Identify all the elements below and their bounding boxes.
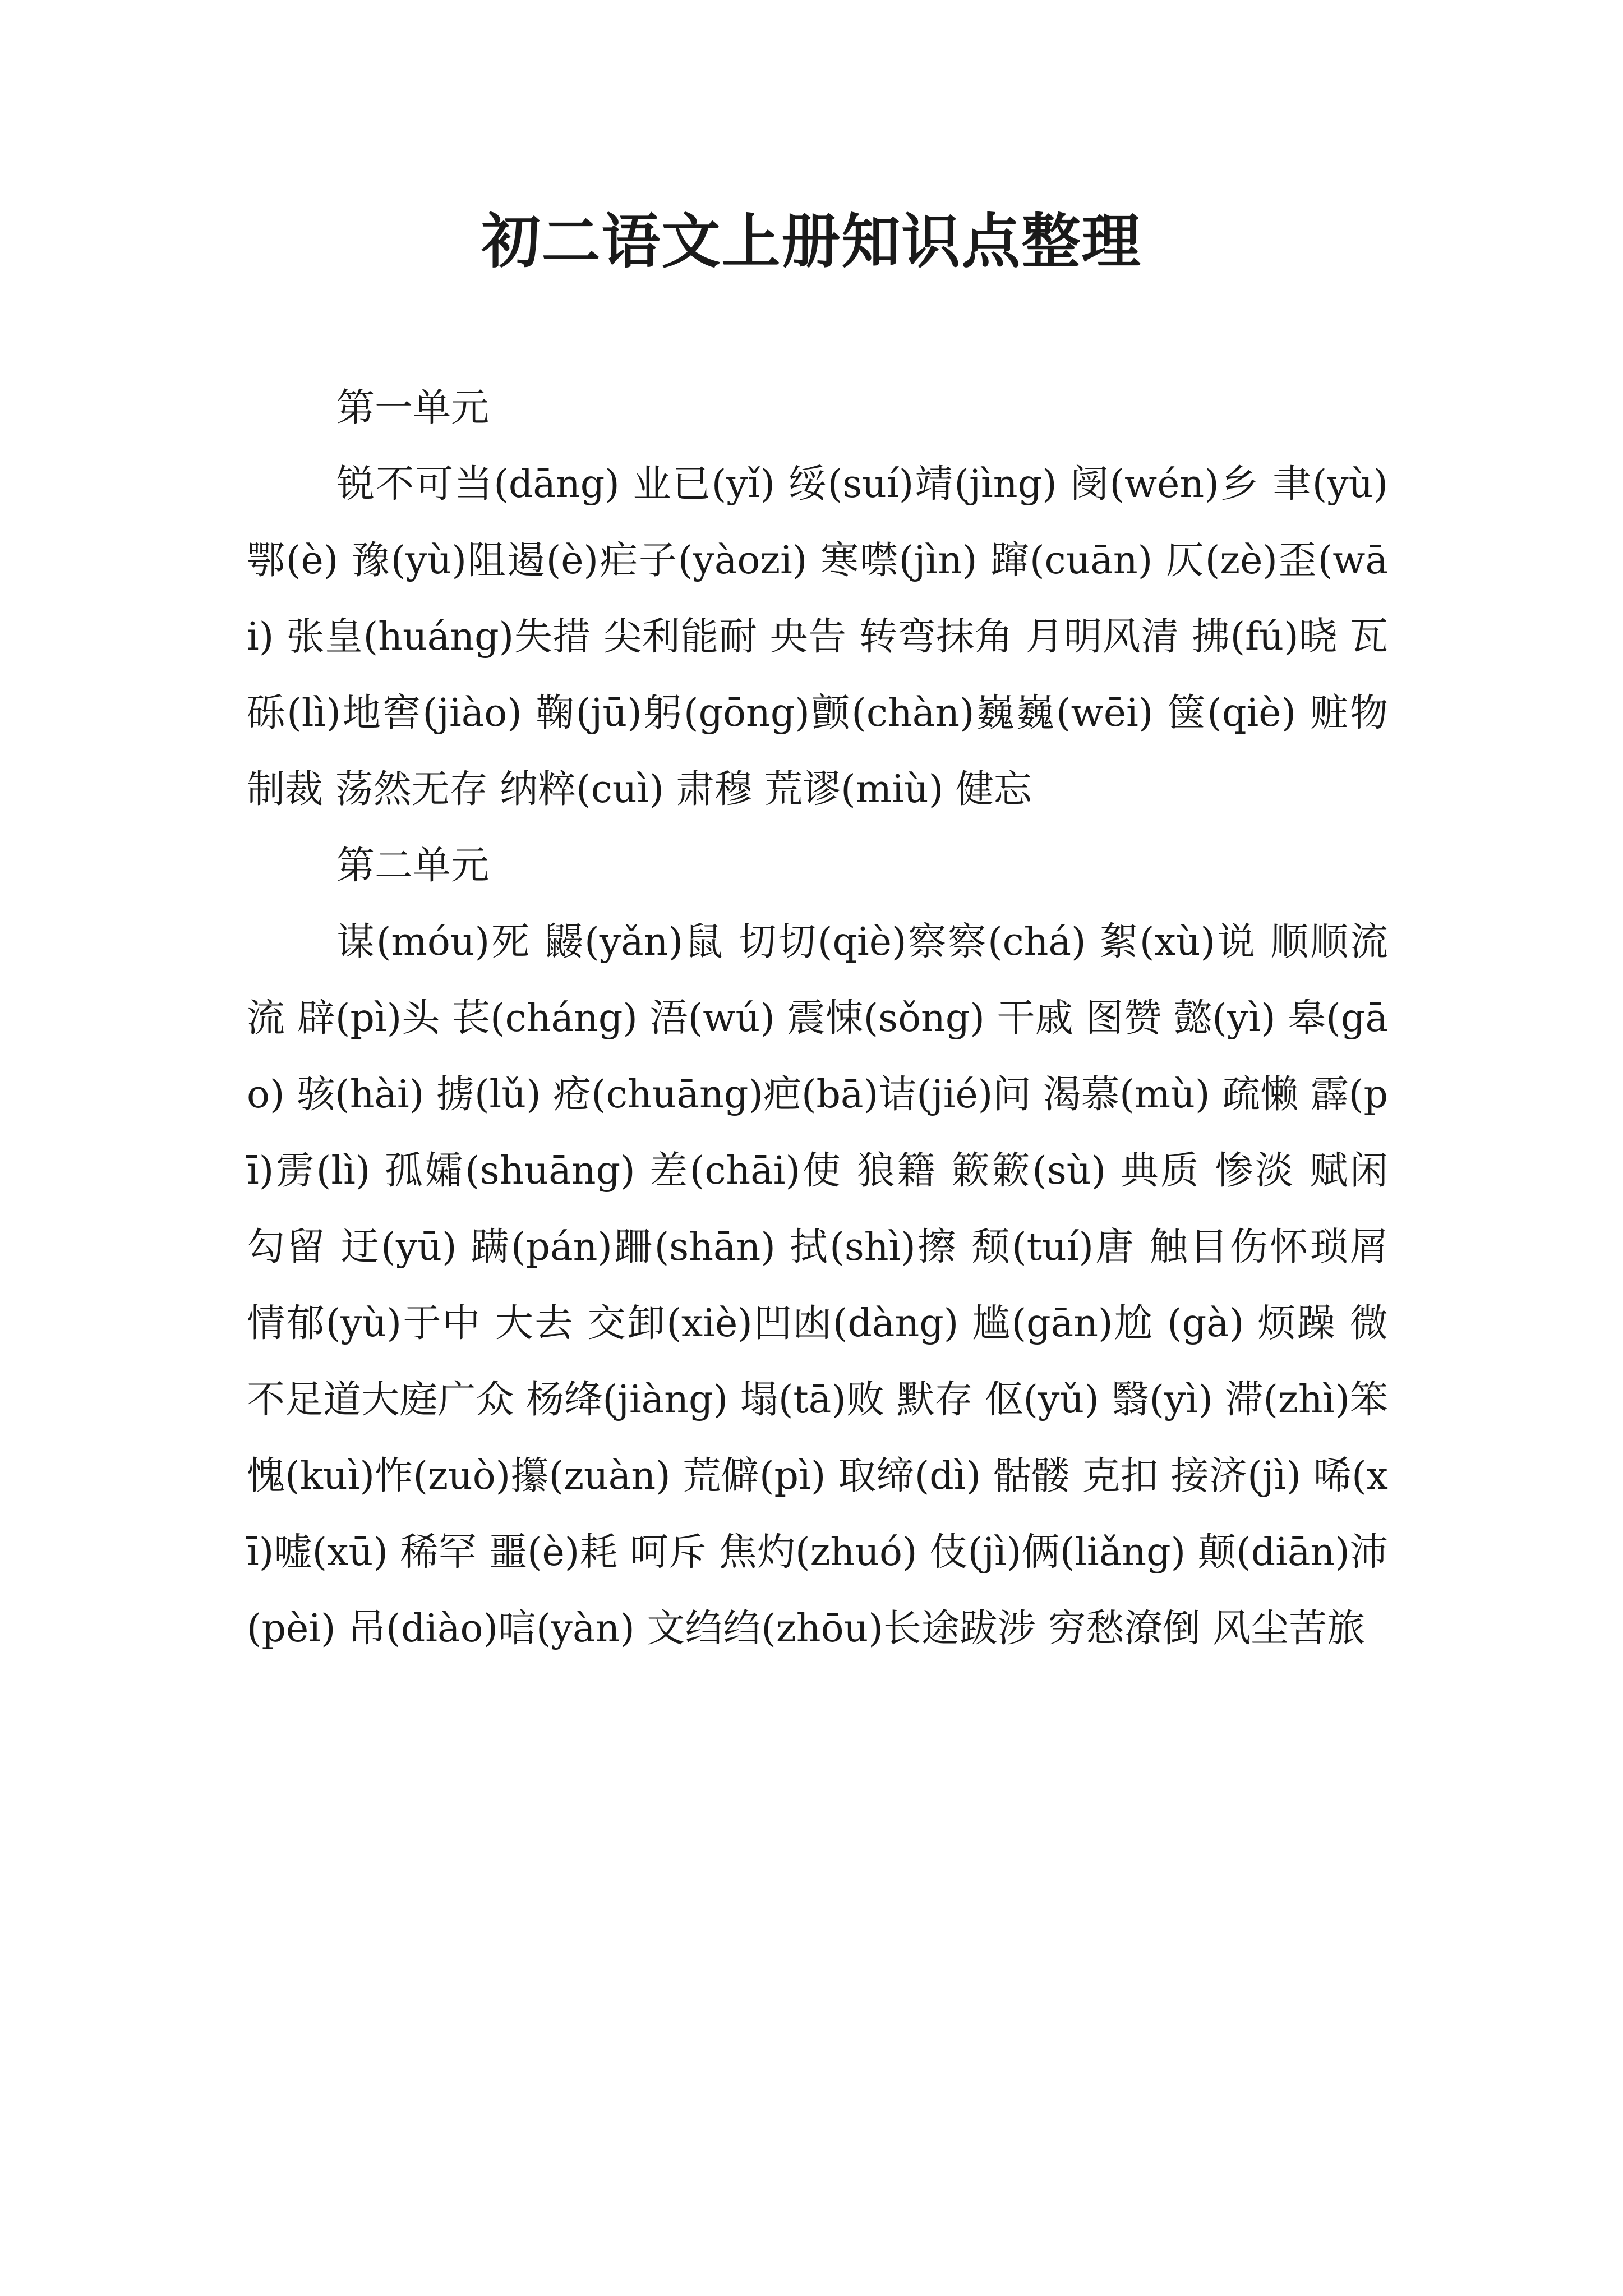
document-title: 初二语文上册知识点整理: [481, 206, 1142, 276]
section-heading: 第二单元: [336, 844, 490, 888]
document-content: [247, 370, 1388, 1667]
section-unit-2: [247, 828, 1388, 1667]
section-body: 谋(móu)死 鼹(yǎn)鼠 切切(qiè)察察(chá) 絮(xù)说 顺顺流流 辟(pì)头 苌(cháng) 浯(wú) 震悚(sǒng) 干戚 图赞 懿(yì) 皋(gāo) 骇(hài) 掳(lǔ) 疮(chuāng)疤(bā)诘(jié)问 渴慕(mù) 疏懒 霹(pī)雳(lì) 孤孀(shuāng) 差(chāi)使 狼籍 簌簌(sù) 典质 惨淡 赋闲 勾留 迂(yū) 蹒(pán)跚(shān) 拭(shì)擦 颓(tuí)唐 触目伤怀琐屑 情郁(yù)于中 大去 交卸(xiè)凹凼(dàng) 尴(gān)尬 (gà) 烦躁 微不足道大庭广众 杨绛(jiàng) 塌(tā)败 默存 伛(yǔ) 翳(yì) 滞(zhì)笨 愧(kuì)怍(zuò)攥(zuàn) 荒僻(pì) 取缔(dì) 骷髅 克扣 接济(jì) 唏(xī)嘘(xū) 稀罕 噩(è)耗 呵斥 焦灼(zhuó) 伎(jì)俩(liǎng) 颠(diān)沛(pèi) 吊(diào)唁(yàn) 文绉绉(zhōu)长途跋涉 穷愁潦倒 风尘苦旅: [247, 920, 1388, 1651]
section-unit-1: [247, 370, 1388, 828]
section-body: 锐不可当(dāng) 业已(yǐ) 绥(suí)靖(jìng) 阌(wén)乡 聿(yù) 鄂(è) 豫(yù)阻遏(è)疟子(yàozi) 寒噤(jìn) 蹿(cuān) 仄(zè)歪(wāi) 张皇(huáng)失措 尖利能耐 央告 转弯抹角 月明风清 拂(fú)晓 瓦砾(lì)地窖(jiào) 鞠(jū)躬(gōng)颤(chàn)巍巍(wēi) 箧(qiè) 赃物 制裁 荡然无存 纳粹(cuì) 肃穆 荒谬(miù) 健忘: [247, 462, 1388, 812]
section-heading: 第一单元: [336, 386, 490, 430]
